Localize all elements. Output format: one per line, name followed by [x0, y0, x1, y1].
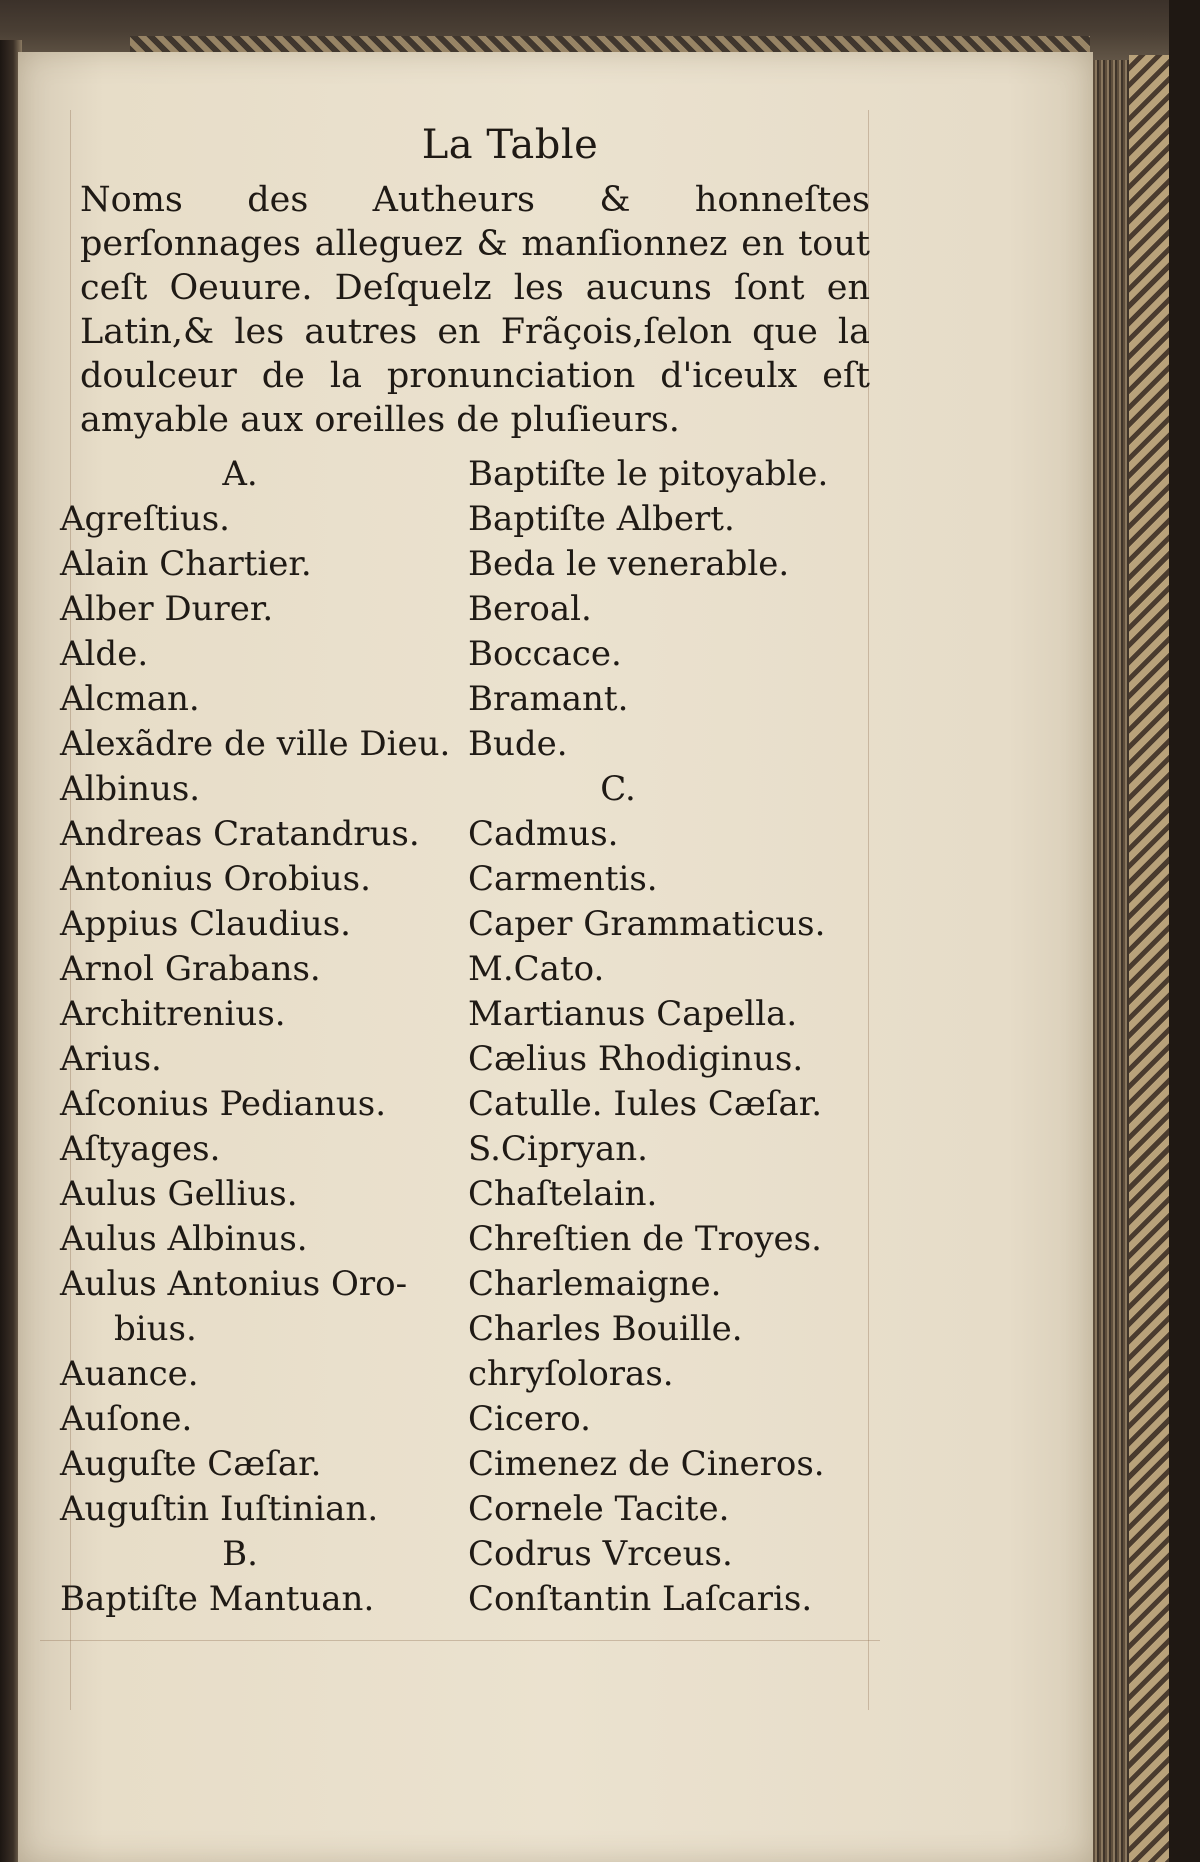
page-fore-edge [1093, 60, 1129, 1862]
index-entry: Carmentis. [468, 859, 658, 899]
index-letter-heading: B. [222, 1534, 258, 1574]
index-entry: Codrus Vrceus. [468, 1534, 733, 1574]
index-entry: Appius Claudius. [60, 904, 351, 944]
index-entry: Aſconius Pedianus. [60, 1084, 387, 1124]
index-entry: M.Cato. [468, 949, 605, 989]
index-entry: Cimenez de Cineros. [468, 1444, 825, 1484]
index-entry: Alde. [60, 634, 149, 674]
index-entry: Aulus Gellius. [60, 1174, 298, 1214]
index-entry: Baptiſte Mantuan. [60, 1579, 375, 1619]
intro-paragraph: Noms des Autheurs & honneſtes perſonnages alleguez & manſionnez en tout ceſt Oeuure. Deſquelz les aucuns ſont en Latin,& les autres en Frãçois,ſelon que la doulceur de la pronunciation d'iceulx eſt amyable aux oreilles de pluſieurs. [80, 180, 870, 440]
index-entry: Charles Bouille. [468, 1309, 743, 1349]
index-entry: Architrenius. [60, 994, 286, 1034]
index-column-left [60, 452, 460, 1622]
index-entry: Cicero. [468, 1399, 591, 1439]
page-title: La Table [421, 122, 599, 168]
index-entry: chryſoloras. [468, 1354, 674, 1394]
ruled-line-bottom [40, 1640, 880, 1641]
background-right [1169, 0, 1200, 1862]
index-entry: Caper Grammaticus. [468, 904, 826, 944]
index-entry: Boccace. [468, 634, 622, 674]
index-entry: Aulus Albinus. [60, 1219, 308, 1259]
index-entry: Alain Chartier. [60, 544, 312, 584]
index-entry-continuation: bius. [114, 1309, 197, 1349]
index-entry: Auguſte Cæſar. [60, 1444, 322, 1484]
index-entry: Aſtyages. [60, 1129, 221, 1169]
index-entry: Beda le venerable. [468, 544, 790, 584]
index-entry: Auſone. [60, 1399, 193, 1439]
gilt-fore-edge-decoration [1129, 55, 1169, 1862]
index-entry: Alber Durer. [60, 589, 274, 629]
index-letter-heading: C. [600, 769, 636, 809]
index-entry: Beroal. [468, 589, 592, 629]
index-entry: Albinus. [60, 769, 201, 809]
index-entry: Baptiſte le pitoyable. [468, 454, 829, 494]
index-entry: Cælius Rhodiginus. [468, 1039, 804, 1079]
index-entry: Andreas Cratandrus. [60, 814, 420, 854]
index-entry: S.Cipryan. [468, 1129, 648, 1169]
index-entry: Catulle. Iules Cæſar. [468, 1084, 823, 1124]
index-entry: Auguſtin Iuſtinian. [60, 1489, 379, 1529]
index-entry: Martianus Capella. [468, 994, 798, 1034]
index-column-right [468, 452, 868, 1622]
index-entry: Arius. [60, 1039, 162, 1079]
index-entry: Charlemaigne. [468, 1264, 722, 1304]
index-letter-heading: A. [222, 454, 258, 494]
index-entry: Arnol Grabans. [60, 949, 321, 989]
index-entry: Cornele Tacite. [468, 1489, 730, 1529]
index-entry: Baptiſte Albert. [468, 499, 735, 539]
index-entry: Bramant. [468, 679, 629, 719]
index-entry: Antonius Orobius. [60, 859, 371, 899]
index-entry: Aulus Antonius Oro- [60, 1264, 408, 1304]
index-entry: Cadmus. [468, 814, 619, 854]
index-entry: Chaſtelain. [468, 1174, 658, 1214]
index-entry: Conſtantin Laſcaris. [468, 1579, 813, 1619]
index-entry: Auance. [60, 1354, 199, 1394]
index-entry: Chreſtien de Troyes. [468, 1219, 822, 1259]
index-entry: Alcman. [60, 679, 200, 719]
index-entry: Alexãdre de ville Dieu. [60, 724, 451, 764]
index-entry: Bude. [468, 724, 568, 764]
index-entry: Agreſtius. [60, 499, 230, 539]
